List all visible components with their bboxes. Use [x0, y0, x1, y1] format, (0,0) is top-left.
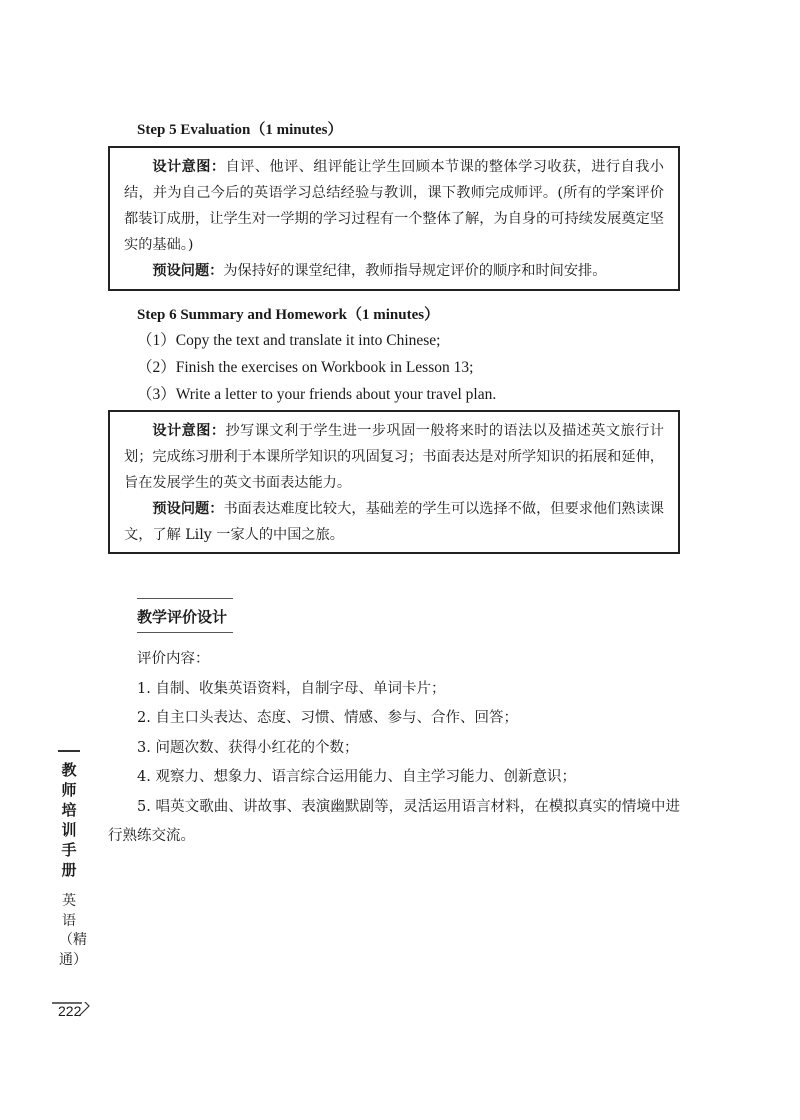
homework-item-1: （1）Copy the text and translate it into Chinese; — [137, 332, 441, 349]
step5-issue-paragraph — [124, 258, 664, 284]
step6-design-box — [108, 410, 680, 554]
evaluation-item-3: 3. 问题次数、获得小红花的个数； — [137, 739, 359, 756]
step6-intent-text: 抄写课文利于学生进一步巩固一般将来时的语法以及描述英文旅行计划；完成练习册利于本课所学知识的巩固复习；书面表达是对所学知识的拓展和延伸，旨在发展学生的英文书面表达能力。 — [124, 423, 664, 491]
sidebar-book-title: 教师培训手册 — [61, 761, 77, 879]
evaluation-item-2: 2. 自主口头表达、态度、习惯、情感、参与、合作、回答； — [137, 710, 518, 726]
section-rule-top — [137, 598, 233, 599]
sidebar-subject: 英语（精通） — [59, 893, 87, 968]
step6-issue-paragraph — [124, 496, 664, 548]
evaluation-item-4: 4. 观察力、想象力、语言综合运用能力、自主学习能力、创新意识； — [137, 769, 576, 785]
evaluation-content — [108, 645, 680, 852]
section-rule-bottom — [137, 632, 233, 633]
step5-intent-paragraph — [124, 154, 664, 258]
step5-issue-label: 预设问题： — [152, 263, 224, 279]
evaluation-item-5: 5. 唱英文歌曲、讲故事、表演幽默剧等，灵活运用语言材料，在模拟真实的情境中进行熟练交流。 — [108, 798, 680, 844]
step5-issue-text: 为保持好的课堂纪律，教师指导规定评价的顺序和时间安排。 — [223, 263, 607, 279]
homework-item-2: （2）Finish the exercises on Workbook in Lesson 13; — [137, 359, 474, 376]
step5-intent-label: 设计意图： — [152, 159, 226, 175]
step6-issue-label: 预设问题： — [152, 501, 224, 517]
homework-item-3: （3）Write a letter to your friends about your travel plan. — [137, 386, 497, 403]
step5-heading: Step 5 Evaluation（1 minutes） — [137, 122, 343, 138]
evaluation-intro: 评价内容： — [137, 651, 210, 667]
evaluation-item-1: 1. 自制、收集英语资料，自制字母、单词卡片； — [137, 680, 446, 697]
sidebar-rule — [58, 750, 80, 752]
page-number: 222 — [58, 1003, 82, 1019]
evaluation-section-title: 教学评价设计 — [137, 608, 228, 626]
step6-intent-paragraph — [124, 418, 664, 496]
step5-design-box — [108, 146, 680, 291]
step6-heading: Step 6 Summary and Homework（1 minutes） — [137, 307, 440, 323]
step6-issue-text: 书面表达难度比较大，基础差的学生可以选择不做，但要求他们熟读课文，了解 Lily 一家人的中国之旅。 — [124, 501, 664, 543]
step5-intent-text: 自评、他评、组评能让学生回顾本节课的整体学习收获，进行自我小结，并为自己今后的英语学习总结经验与教训，课下教师完成师评。(所有的学案评价都装订成册，让学生对一学期的学习过程有一个整体了解，为自身的可持续发展奠定坚实的基础。) — [124, 159, 664, 253]
step6-intent-label: 设计意图： — [152, 423, 226, 439]
